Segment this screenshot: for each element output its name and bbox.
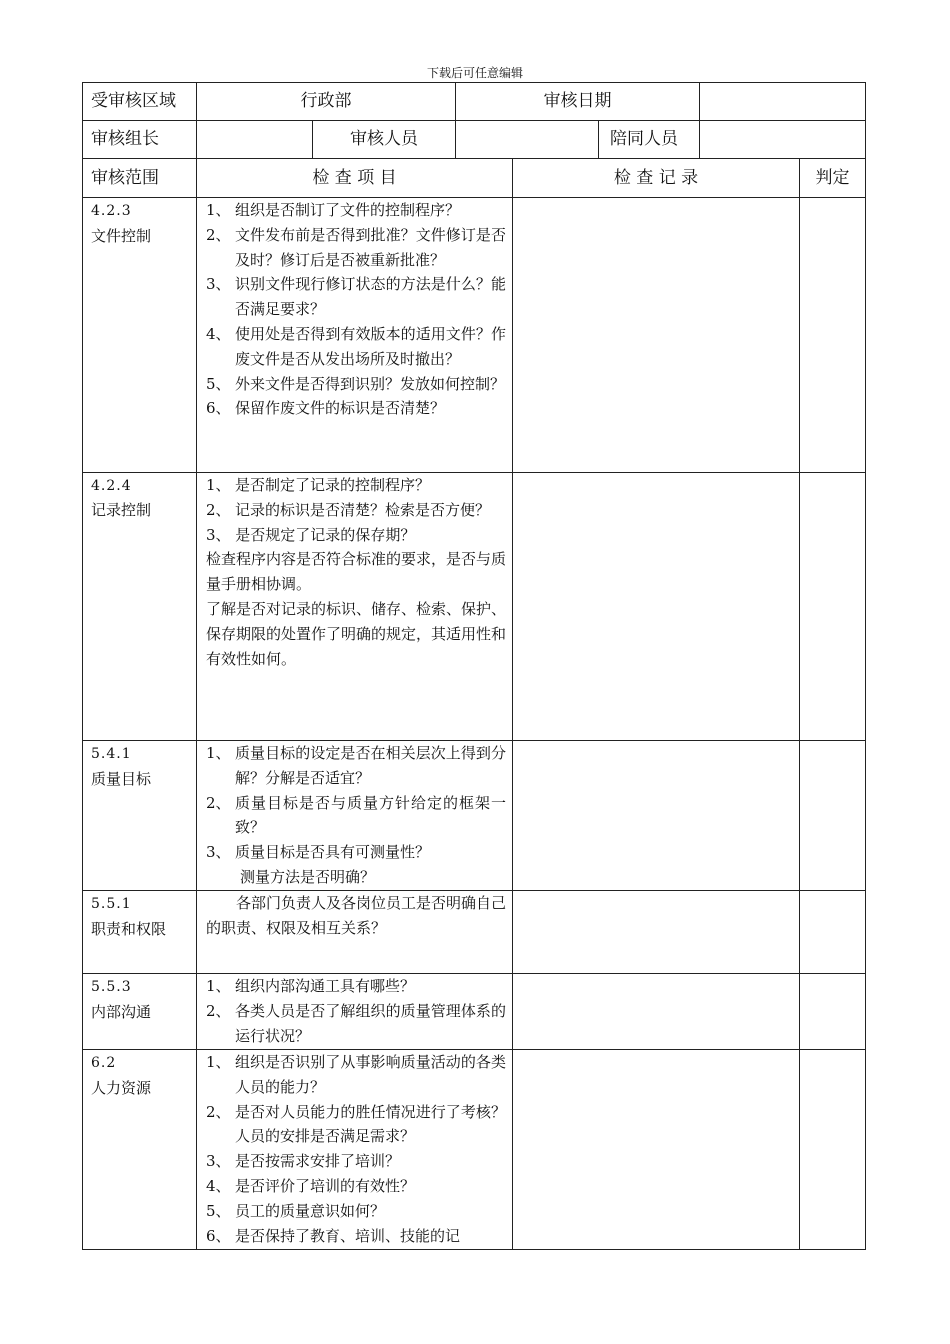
check-item: 4、 使用处是否得到有效版本的适用文件？作废文件是否从发出场所及时撤出？ [206,324,506,368]
section-items-5-5-1 [206,891,506,941]
date-label: 审核日期 [543,91,612,111]
section-code: 6.2 [91,1055,117,1071]
section-items-4-2-3 [206,198,506,421]
check-item: 1、 组织是否识别了从事影响质量活动的各类人员的能力？ [206,1053,506,1096]
auditor-label: 审核人员 [350,129,418,149]
col-scope: 审核范围 [91,168,159,188]
col-judge: 判定 [815,168,850,188]
check-paragraph: 了解是否对记录的标识、储存、检索、保护、保存期限的处置作了明确的规定，其适用性和有效性如何。 [206,599,507,668]
check-item: 5、 员工的质量意识如何？ [206,1201,386,1220]
col-items: 检 查 项 目 [312,168,397,188]
check-item: 2、 各类人员是否了解组织的质量管理体系的运行状况？ [206,1001,506,1045]
check-item: 2、 质量目标是否与质量方针给定的框架一致？ [206,793,506,837]
section-code: 4.2.3 [91,203,132,219]
section-name: 人力资源 [91,1079,152,1097]
section-code: 5.4.1 [91,746,132,762]
check-item: 4、 是否评价了培训的有效性？ [206,1176,416,1195]
section-items-6-2 [206,1050,506,1248]
check-item: 3、 是否按需求安排了培训？ [206,1152,401,1171]
check-item: 2、 文件发布前是否得到批准？文件修订是否及时？修订后是否被重新批准？ [206,225,506,269]
check-item: 6、 保留作废文件的标识是否清楚？ [206,399,446,418]
section-items-5-4-1 [206,741,506,890]
section-items-4-2-4 [206,473,506,671]
check-paragraph: 检查程序内容是否符合标准的要求，是否与质量手册相协调。 [206,550,507,594]
section-code: 4.2.4 [91,478,132,494]
col-record: 检 查 记 录 [613,168,699,188]
check-item: 3、 识别文件现行修订状态的方法是什么？能否满足要求？ [206,275,506,319]
check-paragraph: 各部门负责人及各岗位员工是否明确自己的职责、权限及相互关系？ [206,894,507,937]
check-item: 5、 外来文件是否得到识别？发放如何控制？ [206,374,506,393]
check-item: 1、 质量目标的设定是否在相关层次上得到分解？分解是否适宜？ [206,744,506,787]
section-code: 5.5.3 [91,979,132,995]
check-item: 3、 质量目标是否具有可测量性？ [206,843,431,862]
check-item: 1、 是否制定了记录的控制程序？ [206,476,431,494]
area-label: 受审核区域 [91,91,176,111]
check-item: 2、 是否对人员能力的胜任情况进行了考核？人员的安排是否满足需求？ [206,1102,506,1146]
section-code: 5.5.1 [91,896,132,912]
area-value: 行政部 [300,91,352,111]
section-name: 职责和权限 [91,920,167,938]
section-name: 质量目标 [91,770,152,788]
check-item: 3、 是否规定了记录的保存期？ [206,525,416,544]
check-item-continuation: 测量方法是否明确？ [240,867,376,886]
companion-label: 陪同人员 [610,129,678,149]
top-note: 下载后可任意编辑 [426,66,523,80]
check-item: 6、 是否保持了教育、培训、技能的记 [206,1226,461,1245]
check-item: 1、 组织是否制订了文件的控制程序？ [206,201,461,219]
leader-label: 审核组长 [91,129,159,149]
check-item: 2、 记录的标识是否清楚？检索是否方便？ [206,500,491,519]
check-item: 1、 组织内部沟通工具有哪些？ [206,977,416,995]
section-name: 内部沟通 [91,1003,152,1021]
section-name: 记录控制 [91,501,152,519]
section-items-5-5-3 [206,974,506,1048]
section-name: 文件控制 [91,227,152,245]
